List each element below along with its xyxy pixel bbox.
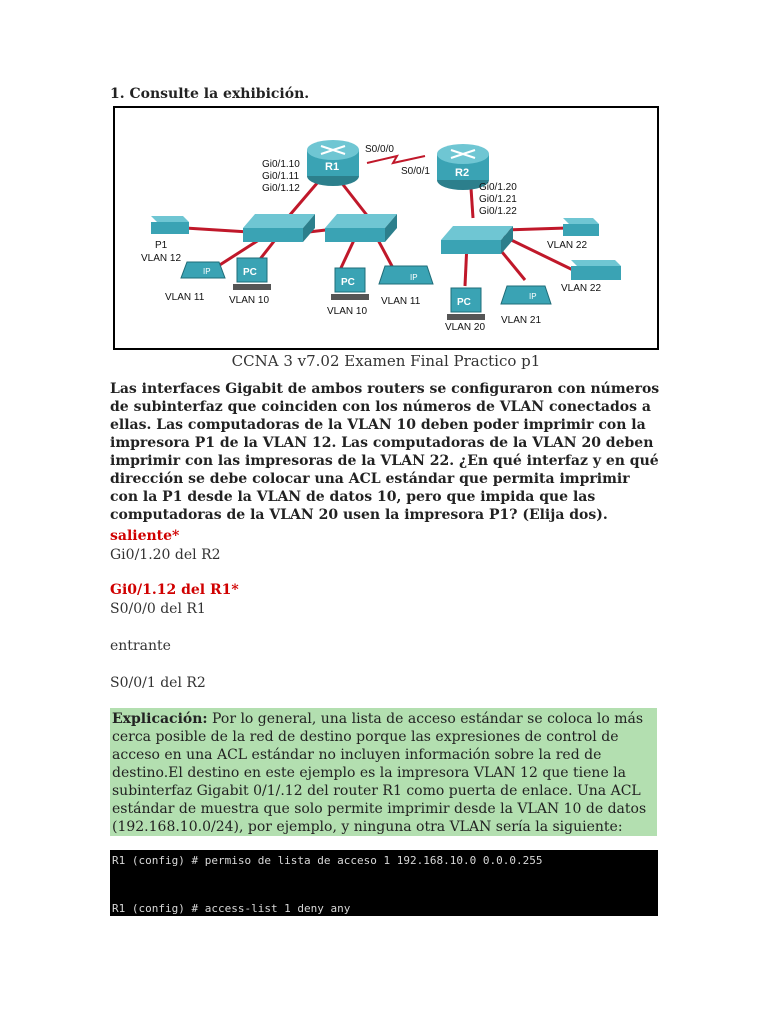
pc-text: PC <box>457 297 471 308</box>
explanation-body: Por lo general, una lista de acceso estándar se coloca lo más cerca posible de la red de destino porque las expresiones de control de acceso en una ACL estándar no incluyen información sobre la red de destino.El destino en este ejemplo es la impresora VLAN 12 que tiene la subinterfaz Gigabit 0/1/.12 del router R1 como puerta de enlace. Una ACL estándar de muestra que solo permite imprimir desde la VLAN 10 de datos (192.168.10.0/24), por ejemplo, y ninguna otra VLAN sería la siguiente: <box>112 711 647 835</box>
phone3-vlan-label: VLAN 21 <box>501 315 542 326</box>
pc-text: PC <box>243 267 257 278</box>
ip-phone-vlan11-b <box>379 266 433 284</box>
printer-vlan22-a <box>563 218 599 236</box>
ip-phone-vlan11-a <box>181 262 225 278</box>
option-correct[interactable]: saliente* <box>110 528 180 544</box>
ip-text: IP <box>529 292 537 301</box>
pc-vlan10-a <box>233 258 271 290</box>
r2-serial-label: S0/0/1 <box>401 166 430 177</box>
ip-text: IP <box>203 267 211 276</box>
option[interactable]: entrante <box>110 638 171 654</box>
r2-subif-20: Gi0/1.20 <box>479 182 517 193</box>
network-exhibit <box>113 106 659 350</box>
cli-terminal <box>110 850 658 916</box>
switch-2 <box>325 214 397 242</box>
phone2-vlan-label: VLAN 11 <box>381 296 421 307</box>
pc-vlan10-b <box>331 268 369 300</box>
router-r1 <box>307 140 359 186</box>
printer-b-vlan-label: VLAN 22 <box>561 283 602 294</box>
explanation-heading: Explicación: <box>112 711 208 727</box>
r2-label: R2 <box>455 167 470 179</box>
r1-subif-12: Gi0/1.12 <box>262 183 300 194</box>
option[interactable]: Gi0/1.20 del R2 <box>110 547 221 563</box>
switch-3 <box>441 226 513 254</box>
ip-text: IP <box>410 273 418 282</box>
question-title: 1. Consulte la exhibición. <box>110 86 310 102</box>
printer-a-vlan-label: VLAN 22 <box>547 240 588 251</box>
r1-subif-11: Gi0/1.11 <box>262 171 300 182</box>
explanation-box <box>110 708 657 836</box>
question-text: Las interfaces Gigabit de ambos routers se configuraron con números de subinterfaz que coinciden con los números de VLAN conectados a ellas. Las computadoras de la VLAN 10 deben poder imprimir con la impresora P1 de la VLAN 12. Las computadoras de la VLAN 20 deben imprimir con las impresoras de la VLAN 22. ¿En qué interfaz y en qué dirección se debe colocar una ACL estándar que permita imprimir con la P1 desde la VLAN de datos 10, pero que impida que las computadoras de la VLAN 20 usen la impresora P1? (Elija dos). <box>110 381 660 523</box>
r1-subif-10: Gi0/1.10 <box>262 159 300 170</box>
r1-serial-label: S0/0/0 <box>365 144 394 155</box>
r2-subif-21: Gi0/1.21 <box>479 194 517 205</box>
ip-phone-vlan21 <box>501 286 551 304</box>
p1-label: P1 <box>155 240 168 251</box>
switch-1 <box>243 214 315 242</box>
p1-vlan-label: VLAN 12 <box>141 253 182 264</box>
terminal-line-2: R1 (config) # access-list 1 deny any <box>112 902 351 915</box>
pc2-vlan-label: VLAN 10 <box>327 306 368 317</box>
r1-label: R1 <box>325 161 340 173</box>
pc1-vlan-label: VLAN 10 <box>229 295 270 306</box>
option[interactable]: S0/0/1 del R2 <box>110 675 206 691</box>
figure-caption: CCNA 3 v7.02 Examen Final Practico p1 <box>231 352 541 370</box>
topology-diagram <box>115 108 657 348</box>
option[interactable]: S0/0/0 del R1 <box>110 601 206 617</box>
phone1-vlan-label: VLAN 11 <box>165 292 205 303</box>
pc-text: PC <box>341 277 355 288</box>
option-correct[interactable]: Gi0/1.12 del R1* <box>110 582 239 598</box>
r2-subif-22: Gi0/1.22 <box>479 206 517 217</box>
printer-p1 <box>151 216 189 234</box>
printer-vlan22-b <box>571 260 621 280</box>
pc3-vlan-label: VLAN 20 <box>445 322 486 333</box>
terminal-line-1: R1 (config) # permiso de lista de acceso 1 192.168.10.0 0.0.0.255 <box>112 854 543 867</box>
pc-vlan20 <box>447 288 485 320</box>
serial-link <box>367 156 425 163</box>
